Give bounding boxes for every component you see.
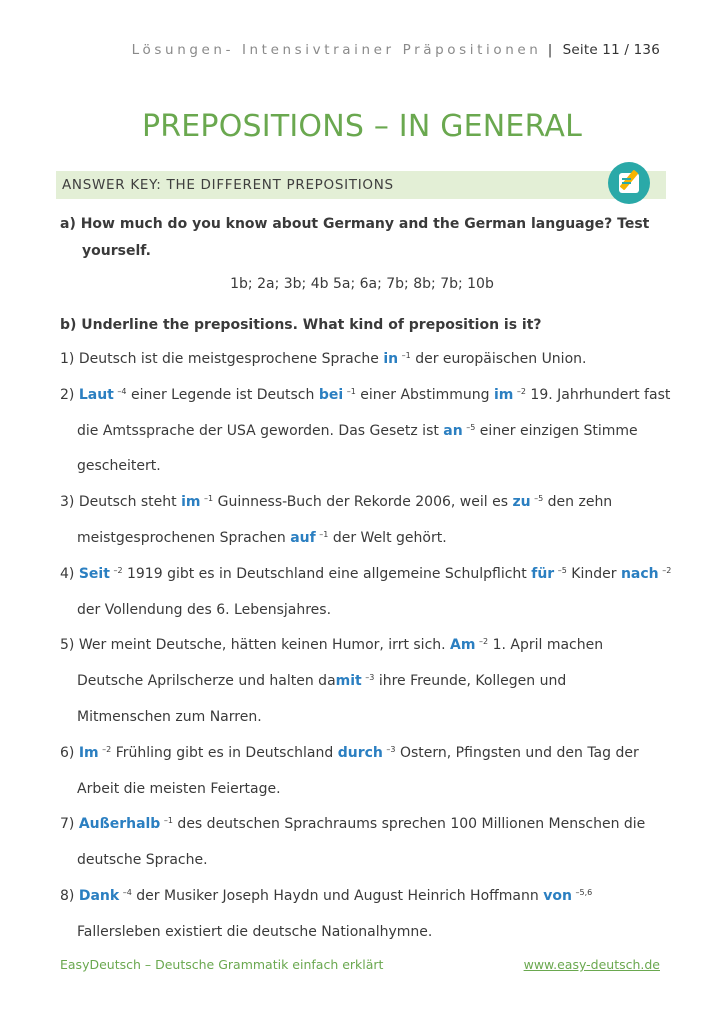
sentence-text: 6) [60,745,79,761]
preposition-keyword: zu [512,494,531,510]
exercise-line [77,530,447,546]
exercise-line [77,709,262,725]
preposition-type-number: –3 [362,673,375,682]
preposition-type-number: –2 [476,637,489,646]
exercise-line [60,637,603,653]
preposition-type-number: –2 [514,387,526,396]
exercise-line [77,852,208,868]
sentence-text: einer Abstimmung [355,387,494,403]
sentence-text: der europäischen Union. [410,351,587,367]
exercise-line [77,602,331,618]
preposition-type-number: –2 [110,566,123,575]
question-a-line1: a) How much do you know about Germany and the German language? Test [60,216,650,232]
sentence-text: Frühling gibt es in Deutschland [111,745,338,761]
exercise-line [60,351,586,367]
pencil-edit-icon [608,162,650,204]
section-bar [56,171,666,199]
sentence-text: gescheitert. [77,458,161,474]
sentence-text: die Amtssprache der USA geworden. Das Gesetz ist [77,423,444,439]
preposition-keyword: Laut [78,387,114,403]
preposition-keyword: für [531,566,555,582]
sentence-text: 7) [60,816,79,832]
page-header [132,42,660,58]
preposition-keyword: auf [290,530,316,546]
preposition-keyword: Dank [78,888,120,904]
section-bar-label: ANSWER KEY: THE DIFFERENT PREPOSITIONS [62,177,394,193]
preposition-keyword: Im [78,745,99,761]
exercise-line [77,924,432,940]
question-b: b) Underline the prepositions. What kind of preposition is it? [60,317,542,333]
preposition-keyword: mit [335,673,362,689]
preposition-type-number: –4 [114,387,127,396]
preposition-type-number: –3 [383,745,396,754]
header-separator: | [547,42,553,58]
exercise-line [60,387,670,403]
exercise-line [60,745,639,761]
sentence-text: ihre Freunde, Kollegen und [374,673,567,689]
sentence-text: der Welt gehört. [328,530,447,546]
sentence-text: 1) Deutsch ist die meistgesprochene Sprache [60,351,384,367]
preposition-type-number: –1 [161,816,173,825]
preposition-type-number: –5 [531,494,544,503]
footer-brand: EasyDeutsch – Deutsche Grammatik einfach erklärt [60,957,384,972]
preposition-keyword: nach [620,566,659,582]
preposition-type-number: –1 [344,387,356,396]
exercise-line [60,888,592,904]
preposition-keyword: bei [318,387,344,403]
exercise-line [60,494,612,510]
sentence-text: der Musiker Joseph Haydn und August Heinrich Hoffmann [131,888,544,904]
header-subtitle: Lösungen- Intensivtrainer Präpositionen [131,42,542,58]
page-title: PREPOSITIONS – IN GENERAL [141,109,583,144]
sentence-text: 2) [60,387,79,403]
preposition-type-number: –5 [463,423,476,432]
sentence-text: 19. Jahrhundert fast [525,387,671,403]
exercise-line [77,458,161,474]
preposition-keyword: Am [450,637,476,653]
preposition-type-number: –5 [555,566,567,575]
sentence-text: Guinness-Buch der Rekorde 2006, weil es [213,494,513,510]
sentence-text: deutsche Sprache. [77,852,208,868]
sentence-text: Kinder [566,566,621,582]
sentence-text: 5) Wer meint Deutsche, hätten keinen Humor, irrt sich. [60,637,451,653]
preposition-keyword: Seit [78,566,110,582]
preposition-keyword: im [493,387,514,403]
preposition-type-number: –5,6 [572,888,593,897]
sentence-text: 1919 gibt es in Deutschland eine allgemeine Schulpflicht [122,566,532,582]
exercise-line [77,673,566,689]
preposition-type-number: –4 [120,888,132,897]
page-number: Seite 11 / 136 [562,42,660,58]
exercise-line [77,781,281,797]
sentence-text: Ostern, Pfingsten und den Tag der [395,745,639,761]
preposition-keyword: Außerhalb [78,816,161,832]
preposition-keyword: im [181,494,201,510]
exercise-line [60,566,671,582]
exercise-line [60,816,645,832]
preposition-keyword: in [383,351,399,367]
answer-list: 1b; 2a; 3b; 4b 5a; 6a; 7b; 8b; 7b; 10b [230,276,494,292]
sentence-text: 8) [60,888,79,904]
preposition-keyword: an [443,423,463,439]
preposition-keyword: durch [337,745,383,761]
question-a-line2: yourself. [82,243,151,259]
preposition-type-number: –1 [201,494,214,503]
exercise-line [77,423,638,439]
footer-website-link[interactable]: www.easy-deutsch.de [523,957,660,972]
preposition-type-number: –1 [399,351,411,360]
sentence-text: Deutsche Aprilscherze und halten da [77,673,336,689]
sentence-text: 4) [60,566,79,582]
sentence-text: einer Legende ist Deutsch [126,387,319,403]
sentence-text: 1. April machen [488,637,604,653]
preposition-keyword: von [543,888,572,904]
sentence-text: einer einzigen Stimme [475,423,638,439]
sentence-text: meistgesprochenen Sprachen [77,530,291,546]
sentence-text: Arbeit die meisten Feiertage. [77,781,281,797]
sentence-text: Mitmenschen zum Narren. [77,709,262,725]
preposition-type-number: –1 [316,530,329,539]
sentence-text: der Vollendung des 6. Lebensjahres. [77,602,332,618]
sentence-text: Fallersleben existiert die deutsche Nationalhymne. [77,924,433,940]
preposition-type-number: –2 [659,566,672,575]
sentence-text: 3) Deutsch steht [60,494,182,510]
sentence-text: des deutschen Sprachraums sprechen 100 Millionen Menschen die [172,816,646,832]
sentence-text: den zehn [543,494,613,510]
preposition-type-number: –2 [99,745,112,754]
